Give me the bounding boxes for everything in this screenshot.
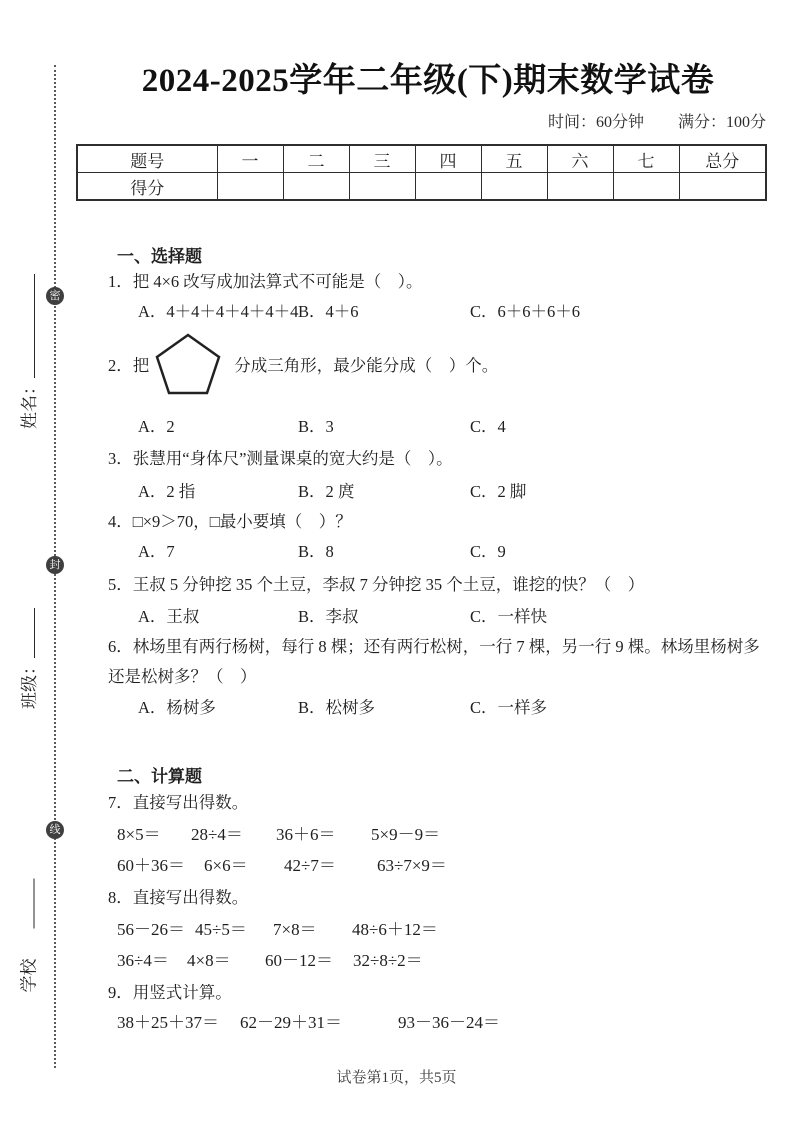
option-a: A．杨树多 — [138, 698, 216, 717]
option-c: C．一样多 — [470, 698, 548, 717]
question-6-text-line1 — [108, 633, 760, 657]
score-empty-cell — [283, 173, 349, 201]
calc-expression: 6×6＝ — [204, 856, 248, 875]
option-b: B．8 — [298, 542, 334, 561]
question-text: 直接写出得数。 — [132, 888, 249, 907]
score-table-score-row — [77, 173, 766, 201]
option-b: B．2 庹 — [298, 482, 355, 501]
question-3-options — [138, 478, 526, 502]
score-empty-cell — [415, 173, 481, 201]
question-text-post: 分成三角形，最少能分成（ ）个。 — [234, 356, 499, 375]
calc-expression: 42÷7＝ — [284, 856, 336, 875]
score-empty-cell — [349, 173, 415, 201]
seal-stamp-feng: 封 — [46, 556, 64, 574]
seal-stamp-mi: 密 — [46, 287, 64, 305]
question-5-options — [138, 603, 547, 627]
question-text: 把 4×6 改写成加法算式不可能是（ ）。 — [132, 272, 423, 291]
question-8-text — [108, 884, 248, 908]
school-field — [15, 867, 40, 993]
score-table-cell: 六 — [547, 145, 613, 173]
question-2-text — [108, 333, 498, 395]
score-table-cell: 四 — [415, 145, 481, 173]
question-2-options — [138, 413, 506, 437]
section-1-heading: 一、选择题 — [117, 247, 202, 266]
question-5-text — [108, 571, 644, 595]
question-3-text — [108, 445, 453, 469]
question-text: 王叔 5 分钟挖 35 个土豆，李叔 7 分钟挖 35 个土豆，谁挖的快？（ ） — [132, 575, 645, 594]
calc-expression: 28÷4＝ — [191, 825, 243, 844]
calc-expression: 38＋25＋37＝ — [117, 1013, 219, 1032]
calc-expression: 32÷8÷2＝ — [353, 951, 423, 970]
question-number: 9． — [108, 983, 133, 1002]
pentagon-shape — [155, 333, 221, 395]
score-empty-cell — [217, 173, 283, 201]
calc-expression: 36÷4＝ — [117, 951, 169, 970]
class-field — [15, 604, 40, 709]
question-text: 用竖式计算。 — [132, 983, 232, 1002]
question-text: 直接写出得数。 — [132, 793, 249, 812]
exam-title: 2024-2025学年二年级(下)期末数学试卷 — [141, 63, 715, 99]
calc-expression: 4×8＝ — [187, 951, 231, 970]
calc-expression: 62－29＋31＝ — [240, 1013, 342, 1032]
calc-expression: 8×5＝ — [117, 825, 161, 844]
question-number: 1． — [108, 272, 133, 291]
question-text-pre: 把 — [132, 356, 150, 375]
option-a: A．7 — [138, 542, 175, 561]
option-b: B．3 — [298, 417, 334, 436]
option-c: C．2 脚 — [470, 482, 527, 501]
question-number: 6． — [108, 637, 133, 656]
calc-expression: 7×8＝ — [273, 920, 317, 939]
q7-row-2 — [117, 851, 447, 876]
class-blank-line — [20, 608, 35, 658]
option-c: C．6＋6＋6＋6 — [470, 302, 581, 321]
question-6-options — [138, 694, 547, 718]
calc-expression: 45÷5＝ — [195, 920, 247, 939]
score-table-cell: 三 — [349, 145, 415, 173]
option-a: A．4＋4＋4＋4＋4＋4 — [138, 302, 299, 321]
question-1-options — [138, 298, 580, 322]
calc-expression: 5×9－9＝ — [371, 825, 441, 844]
question-number: 7． — [108, 793, 133, 812]
q8-row-2 — [117, 946, 423, 971]
q9-row — [117, 1008, 500, 1033]
question-number: 5． — [108, 575, 133, 594]
question-number: 2． — [108, 356, 133, 375]
score-table-cell: 五 — [481, 145, 547, 173]
score-table-cell: 一 — [217, 145, 283, 173]
question-4-text — [108, 508, 352, 532]
option-a: A．2 指 — [138, 482, 196, 501]
school-label: 学校 — [19, 958, 39, 993]
q8-row-1 — [117, 915, 438, 940]
question-9-text — [108, 979, 232, 1003]
question-text: 林场里有两行杨树，每行 8 棵；还有两行松树，一行 7 棵，另一行 9 棵。林场里杨树多 — [132, 637, 760, 656]
question-number: 8． — [108, 888, 133, 907]
option-a: A．2 — [138, 417, 175, 436]
school-blank-line — [20, 879, 35, 929]
question-number: 3． — [108, 449, 133, 468]
calc-expression: 93－36－24＝ — [398, 1013, 500, 1032]
question-number: 4． — [108, 512, 133, 531]
score-empty-cell — [547, 173, 613, 201]
calc-expression: 60－12＝ — [265, 951, 333, 970]
score-table-cell: 二 — [283, 145, 349, 173]
calc-expression: 60＋36＝ — [117, 856, 185, 875]
name-blank-line — [20, 274, 35, 378]
question-7-text — [108, 789, 248, 813]
question-text: □×9＞70，□最小要填（ ）？ — [132, 512, 352, 531]
score-table-cell: 七 — [613, 145, 679, 173]
name-label: 姓名： — [20, 378, 39, 429]
question-text: 还是松树多？（ ） — [108, 667, 257, 686]
page-footer: 试卷第1页，共5页 — [336, 1070, 457, 1086]
score-table-cell: 题号 — [77, 145, 217, 173]
score-empty-cell — [679, 173, 766, 201]
name-field — [15, 264, 40, 429]
seal-stamp-xian: 线 — [46, 821, 64, 839]
full-score: 满分：100分 — [677, 114, 766, 131]
score-table — [76, 144, 767, 201]
q7-row-1 — [117, 820, 440, 845]
calc-expression: 36＋6＝ — [276, 825, 336, 844]
exam-meta — [100, 109, 766, 132]
option-a: A．王叔 — [138, 607, 200, 626]
option-c: C．9 — [470, 542, 506, 561]
calc-expression: 63÷7×9＝ — [377, 856, 447, 875]
time-limit: 时间：60分钟 — [547, 114, 644, 131]
option-c: C．4 — [470, 417, 506, 436]
option-b: B．松树多 — [298, 698, 376, 717]
question-4-options — [138, 538, 506, 562]
question-6-text-line2 — [108, 663, 257, 687]
option-b: B．李叔 — [298, 607, 359, 626]
section-2-heading: 二、计算题 — [117, 767, 202, 786]
calc-expression: 48÷6＋12＝ — [352, 920, 438, 939]
score-empty-cell — [481, 173, 547, 201]
question-text: 张慧用“身体尺”测量课桌的宽大约是（ ）。 — [132, 449, 453, 468]
question-1-text — [108, 268, 423, 292]
score-row-label: 得分 — [77, 173, 217, 201]
option-c: C．一样快 — [470, 607, 548, 626]
class-label: 班级： — [20, 658, 39, 709]
option-b: B．4＋6 — [298, 302, 359, 321]
score-empty-cell — [613, 173, 679, 201]
score-table-cell: 总分 — [679, 145, 766, 173]
score-table-header-row — [77, 145, 766, 173]
calc-expression: 56－26＝ — [117, 920, 185, 939]
